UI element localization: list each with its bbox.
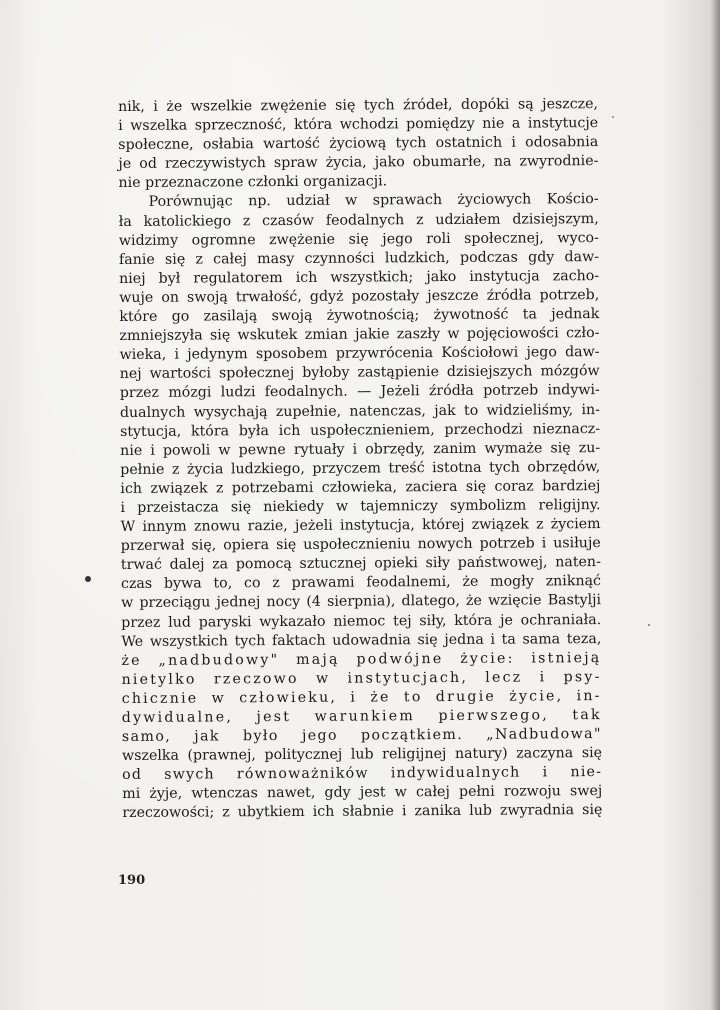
- page-edge-shadow: [710, 0, 720, 1010]
- text-line: przez mózgi ludzi feodalnych. — Jeżeli źródła potrzeb indywi-: [119, 382, 600, 402]
- text-line: nik, i że wszelkie zwężenie się tych źródeł, dopóki są jeszcze,: [118, 96, 599, 115]
- text-line: pełnie z życia ludzkiego, przyczem treść istotna tych obrzędów,: [120, 458, 601, 478]
- text-line: czas bywa to, co z prawami feodalnemi, że mogły zniknąć: [120, 573, 602, 593]
- text-line: nie przeznaczone członki organizacji.: [118, 173, 388, 192]
- text-line: w przeciągu jednej nocy (4 sierpnia), dlatego, że wzięcie Bastylji: [121, 592, 602, 612]
- text-line: dualnych wysychają zupełnie, natenczas, jak to widzieliśmy, in-: [119, 401, 600, 421]
- text-line: We wszystkich tych faktach udowadnia się jedna i ta sama teza,: [121, 630, 602, 650]
- text-line: nietylko rzeczowo w instytucjach, lecz i psy-: [121, 668, 602, 688]
- text-line: zmniejszyła się wskutek zmian jakie zaszły w pojęciowości czło-: [119, 325, 600, 345]
- text-line: fanie się z całej masy czynności ludzkich, podczas gdy daw-: [118, 248, 600, 268]
- text-line: stytucja, która była ich uspołecznieniem, przechodzi nieznacz-: [119, 420, 601, 440]
- text-line: chicznie w człowieku, i że to drugie życie, in-: [121, 687, 602, 707]
- text-line: dywidualne, jest warunkiem pierwszego, tak: [121, 707, 602, 726]
- text-line: od swych równoważników indywidualnych i nie-: [122, 764, 603, 784]
- text-line: i przeistacza się niekiedy w tajemniczy symbolizm religijny.: [120, 497, 601, 516]
- text-line: ła katolickiego z czasów feodalnych z udziałem dzisiejszym,: [118, 210, 599, 230]
- page-number: 190: [118, 873, 146, 888]
- text-line: nie i powoli w pewne rytuały i obrzędy, zanim wymaże się zu-: [120, 439, 601, 459]
- text-line: które go zasilają swoją żywotnością; żywotność ta jednak: [119, 306, 600, 326]
- text-line: je od rzeczywistych spraw życia, jako obumarłe, na zwyrodnie-: [118, 153, 599, 173]
- text-line: przez lud paryski wykazało niemoc tej siły, która je ochraniała.: [121, 611, 602, 631]
- text-line: że „nadbudowy" mają podwójne życie: istnieją: [121, 649, 602, 669]
- text-line: rzeczowości; z ubytkiem ich słabnie i zanika lub zwyradnia się: [122, 802, 603, 822]
- text-line: przerwał się, opiera się uspołecznieniu nowych potrzeb i usiłuje: [120, 535, 601, 555]
- text-line: wieka, i jedynym sposobem przywrócenia Kościołowi jego daw-: [119, 344, 600, 364]
- text-line: ich związek z potrzebami człowieka, zaciera się coraz bardziej: [120, 477, 601, 497]
- ink-speck: [85, 576, 91, 582]
- text-line: wszelka (prawnej, politycznej lub religijnej natury) zaczyna się: [121, 745, 603, 765]
- text-line: nej wartości społecznej byłoby zastąpienie dzisiejszych mózgów: [119, 363, 600, 383]
- text-line: samo, jak było jego początkiem. „Nadbudowa": [121, 726, 602, 746]
- text-line: wuje on swoją trwałość, gdyż pozostały jeszcze źródła potrzeb,: [119, 287, 600, 306]
- text-line: Porównując np. udział w sprawach życiowych Kościo-: [148, 191, 599, 211]
- body-text: [118, 95, 602, 823]
- text-line: społeczne, osłabia wartość życiową tych ostatnich i odosabnia: [118, 134, 599, 154]
- text-line: widzimy ogromne zwężenie się jego roli społecznej, wyco-: [118, 229, 599, 249]
- text-line: trwać dalej za pomocą sztucznej opieki siły państwowej, naten-: [120, 554, 601, 574]
- text-line: mi żyje, wtenczas nawet, gdy jest w całej pełni rozwoju swej: [122, 783, 603, 803]
- text-line: niej był regulatorem ich wszystkich; jako instytucja zacho-: [119, 267, 600, 287]
- text-line: W innym znowu razie, jeżeli instytucja, której związek z życiem: [120, 516, 601, 536]
- ink-speck: [612, 116, 614, 118]
- ink-speck: [648, 624, 650, 626]
- text-line: i wszelka sprzeczność, która wchodzi pomiędzy nie a instytucje: [118, 115, 599, 135]
